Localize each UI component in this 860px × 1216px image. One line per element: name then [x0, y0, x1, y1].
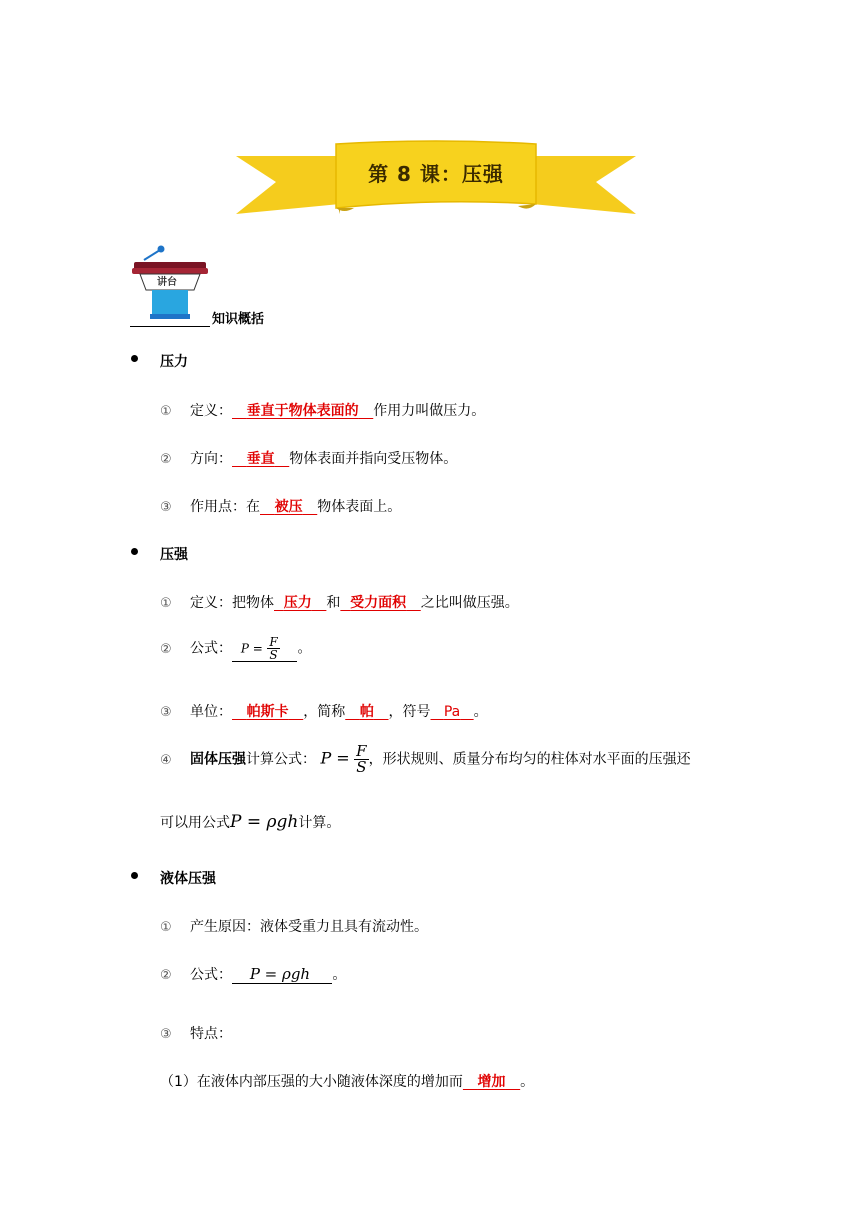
item-number: ①: [160, 596, 172, 611]
item-number: ③: [160, 705, 172, 720]
answer-blank: 增加: [477, 1074, 506, 1090]
answer-blank: 垂直: [246, 451, 275, 467]
sub-item: [160, 1071, 534, 1091]
item-text: 。: [473, 704, 488, 720]
item-number: ②: [160, 452, 172, 467]
formula-text: P = ρgh: [230, 812, 299, 832]
item-text: 单位：: [190, 704, 232, 720]
item-text: 作用力叫做压力。: [373, 403, 486, 419]
list-item-continuation: [160, 812, 340, 832]
formula-blank: P = $\frac{F}{S}$: [232, 636, 297, 662]
item-text: 物体表面上。: [317, 499, 402, 515]
item-text: 产生原因：液体受重力且具有流动性。: [190, 919, 428, 935]
section-title-pressure-force: 压力: [160, 354, 188, 370]
item-text: 定义：: [190, 403, 232, 419]
item-text: 可以用公式: [160, 815, 230, 831]
formula-text: P =: [320, 748, 350, 768]
item-text: ，简称: [303, 704, 346, 720]
item-bold-text: 固体压强: [190, 751, 246, 768]
answer-blank: 垂直于物体表面的: [246, 403, 359, 419]
item-text: 作用点：在: [190, 499, 260, 515]
item-text: 特点：: [190, 1026, 232, 1042]
item-text: （1）在液体内部压强的大小随液体深度的增加而: [160, 1074, 463, 1090]
bullet-icon: [131, 355, 138, 362]
item-number: ③: [160, 500, 172, 515]
section-header: [130, 308, 264, 327]
item-text: 。: [332, 967, 347, 983]
item-text: 方向：: [190, 451, 232, 467]
formula-blank: P = ρgh: [232, 965, 332, 984]
answer-blank: Pa: [443, 704, 461, 720]
item-text: 公式：: [190, 967, 232, 983]
section-title-pressure: 压强: [160, 547, 188, 563]
list-item: [160, 592, 519, 612]
section-title-liquid-pressure: 液体压强: [160, 871, 216, 887]
item-number: ②: [160, 968, 172, 983]
item-text: 。: [297, 640, 312, 657]
list-item: [160, 400, 485, 420]
item-text: 和: [326, 595, 341, 611]
list-item: [160, 744, 691, 775]
bullet-icon: [131, 548, 138, 555]
bullet-icon: [131, 872, 138, 879]
item-text: 之比叫做压强。: [420, 595, 519, 611]
lesson-title: 第 8 课：压强: [368, 162, 504, 186]
answer-blank: 帕斯卡: [246, 704, 289, 720]
item-number: ①: [160, 404, 172, 419]
item-number: ③: [160, 1027, 172, 1042]
item-number: ①: [160, 920, 172, 935]
item-text: ，符号: [388, 704, 431, 720]
list-item: [160, 496, 401, 516]
item-text: ，形状规则、质量分布均匀的柱体对水平面的压强还: [368, 751, 691, 768]
item-text: 物体表面并指向受压物体。: [289, 451, 458, 467]
answer-blank: 压力: [283, 595, 312, 611]
header-rule: [130, 314, 210, 327]
list-item: [160, 636, 311, 662]
item-text: 计算公式：: [246, 751, 316, 768]
list-item: [160, 964, 346, 984]
podium-label: 讲台: [157, 277, 177, 288]
item-number: ②: [160, 641, 172, 657]
item-text: 定义：把物体: [190, 595, 274, 611]
fraction: $\frac{F}{S}$: [269, 635, 278, 662]
item-number: ④: [160, 752, 172, 768]
item-text: 公式：: [190, 640, 232, 657]
item-text: 计算。: [298, 815, 341, 831]
fraction: $\frac{F}{S}$: [356, 742, 367, 776]
list-item: [160, 701, 488, 721]
list-item: [160, 916, 428, 936]
answer-blank: 帕: [359, 704, 374, 720]
list-item: [160, 448, 457, 468]
answer-blank: 受力面积: [350, 595, 407, 611]
answer-blank: 被压: [274, 499, 303, 515]
item-text: 。: [520, 1074, 535, 1090]
list-item: [160, 1023, 232, 1043]
section-header-text: 知识概括: [212, 312, 265, 327]
